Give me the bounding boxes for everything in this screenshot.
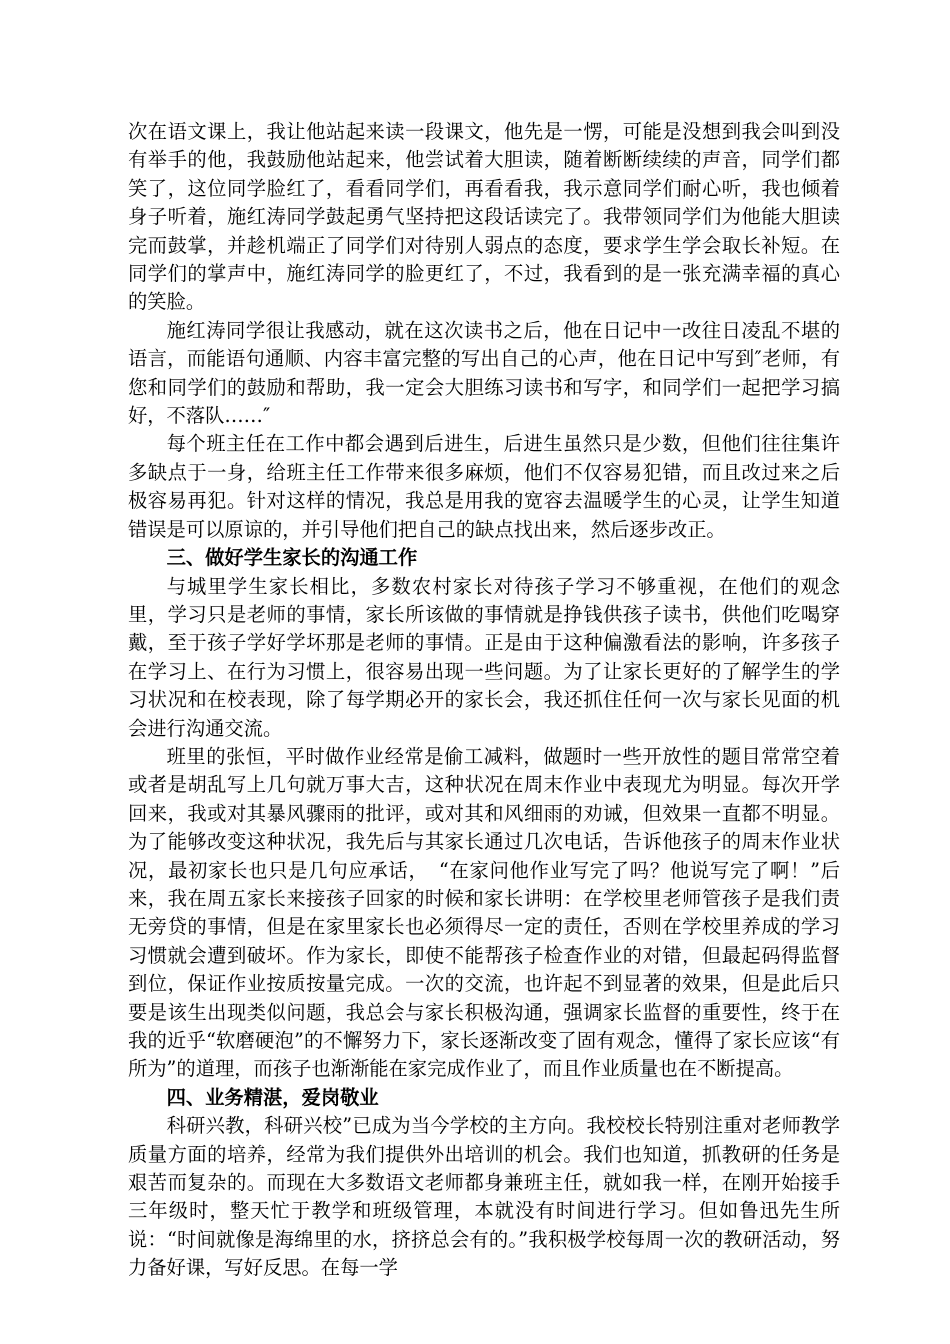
- paragraph-1: 次在语文课上，我让他站起来读一段课文，他先是一愣，可能是没想到我会叫到没有举手的他，我鼓励他站起来，他尝试着大胆读，随着断断续续的声音，同学们都笑了，这位同学脸红了，看看同学们，再看看我，我示意同学们耐心听，我也倾着身子听着，施红涛同学鼓起勇气坚持把这段话读完了。我带领同学们为他能大胆读完而鼓掌，并趁机端正了同学们对待别人弱点的态度，要求学生学会取长补短。在同学们的掌声中，施红涛同学的脸更红了，不过，我看到的是一张充满幸福的真心的笑脸。: [128, 120, 840, 314]
- section-heading-3: 三、做好学生家长的沟通工作: [166, 546, 418, 570]
- paragraph-2: 施红涛同学很让我感动，就在这次读书之后，他在日记中一改往日凌乱不堪的语言，而能语句通顺、内容丰富完整的写出自己的心声，他在日记中写到″老师，有您和同学们的鼓励和帮助，我一定会大胆练习读书和写字，和同学们一起把学习搞好，不落队……″: [128, 318, 840, 428]
- paragraph-6: 科研兴教，科研兴校”已成为当今学校的主方向。我校校长特别注重对老师教学质量方面的培养，经常为我们提供外出培训的机会。我们也知道，抓教研的任务是艰苦而复杂的。而现在大多数语文老师都身兼班主任，就如我一样，在刚开始接手三年级时，整天忙于教学和班级管理，本就没有时间进行学习。但如鲁迅先生所说：“时间就像是海绵里的水，挤挤总会有的。”我积极学校每周一次的教研活动，努力备好课，写好反思。在每一学: [128, 1114, 840, 1280]
- section-heading-4: 四、业务精湛，爱岗敬业: [166, 1085, 379, 1109]
- paragraph-4: 与城里学生家长相比，多数农村家长对待孩子学习不够重视，在他们的观念里，学习只是老师的事情，家长所该做的事情就是挣钱供孩子读书，供他们吃喝穿戴，至于孩子学好学坏那是老师的事情。正是由于这种偏激看法的影响，许多孩子在学习上、在行为习惯上，很容易出现一些问题。为了让家长更好的了解学生的学习状况和在校表现，除了每学期必开的家长会，我还抓住任何一次与家长见面的机会进行沟通交流。: [128, 574, 840, 740]
- document-page: [128, 118, 840, 1283]
- paragraph-5: 班里的张恒，平时做作业经常是偷工减料，做题时一些开放性的题目常常空着或者是胡乱写上几句就万事大吉，这种状况在周末作业中表现尤为明显。每次开学回来，我或对其暴风骤雨的批评，或对其和风细雨的劝诫，但效果一直都不明显。为了能够改变这种状况，我先后与其家长通过几次电话，告诉他孩子的周末作业状况，最初家长也只是几句应承话， “在家问他作业写完了吗？他说写完了啊！”后来，我在周五家长来接孩子回家的时候和家长讲明：在学校里老师管孩子是我们责无旁贷的事情，但是在家里家长也必须得尽一定的责任，否则在学校里养成的学习习惯就会遭到破坏。作为家长，即使不能帮孩子检查作业的对错，但最起码得监督到位，保证作业按质按量完成。一次的交流，也许起不到显著的效果，但是此后只要是该生出现类似问题，我总会与家长积极沟通，强调家长监督的重要性，终于在我的近乎“软磨硬泡”的不懈努力下，家长逐渐改变了固有观念，懂得了家长应该“有所为”的道理，而孩子也渐渐能在家完成作业了，而且作业质量也在不断提高。: [128, 744, 840, 1081]
- paragraph-3: 每个班主任在工作中都会遇到后进生，后进生虽然只是少数，但他们往往集许多缺点于一身，给班主任工作带来很多麻烦，他们不仅容易犯错，而且改过来之后极容易再犯。针对这样的情况，我总是用我的宽容去温暖学生的心灵，让学生知道错误是可以原谅的，并引导他们把自己的缺点找出来，然后逐步改正。: [128, 432, 840, 541]
